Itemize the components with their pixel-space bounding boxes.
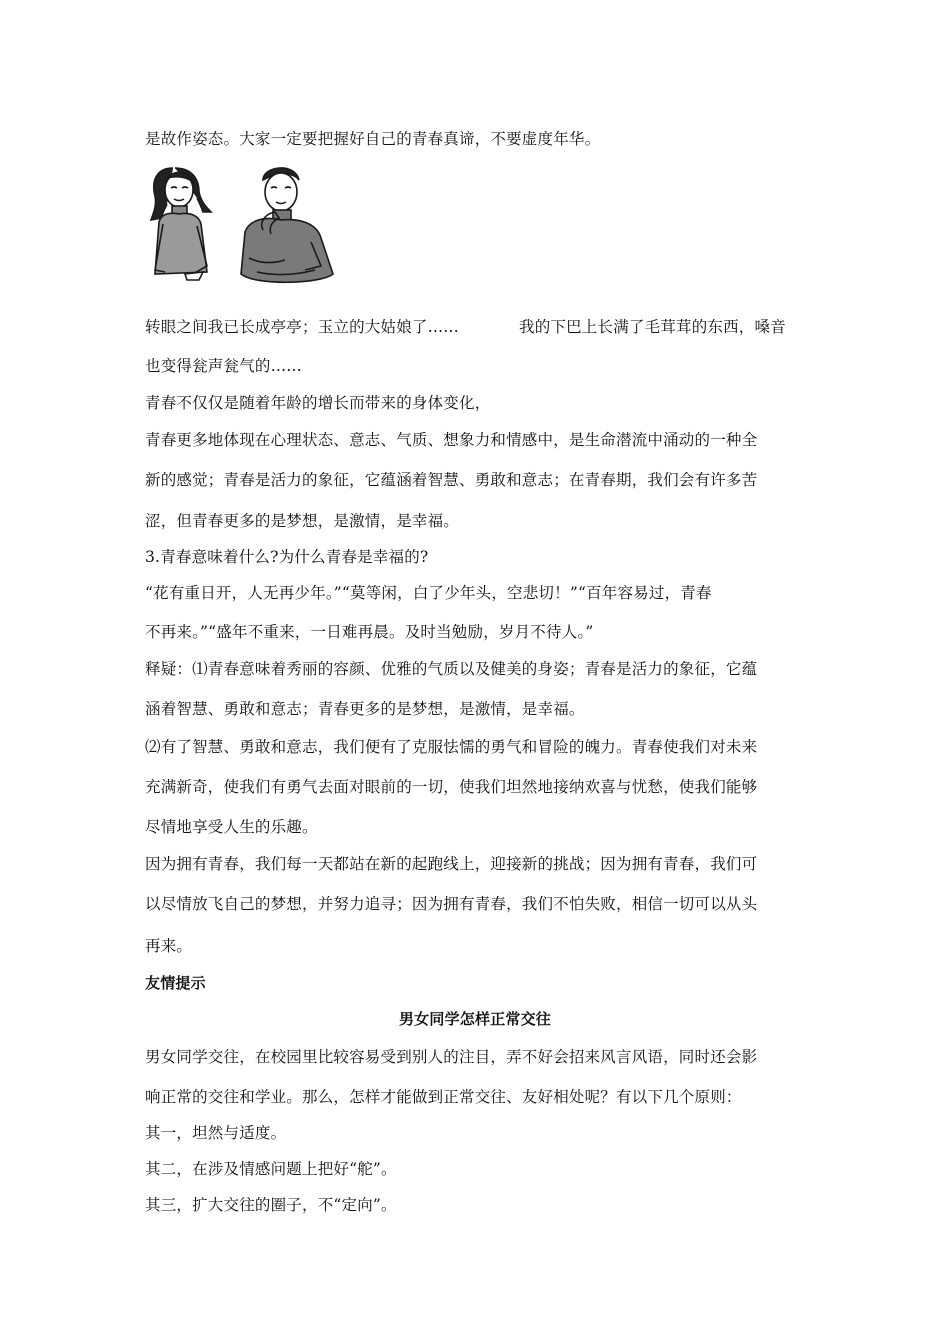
text-line: 青春不仅仅是随着年龄的增长而带来的身体变化，	[145, 394, 491, 412]
text-line: 涵着智慧、勇敢和意志；青春更多的是梦想，是激情，是幸福。	[145, 700, 585, 718]
text-line: 男女同学交往，在校园里比较容易受到别人的注目，弄不好会招来风言风语，同时还会影	[145, 1048, 758, 1066]
text-line: 新的感觉；青春是活力的象征，它蕴涵着智慧、勇敢和意志；在青春期，我们会有许多苦	[145, 471, 758, 489]
text-line: 3.青春意味着什么?为什么青春是幸福的?	[145, 548, 429, 566]
text-line: 再来。	[145, 937, 193, 955]
text-line: 其三，扩大交往的圈子，不“定向”。	[145, 1196, 397, 1214]
girl-boy-illustration	[145, 162, 345, 292]
text-line: 转眼之间我已长成亭亭；玉立的大姑娘了……	[145, 318, 460, 336]
text-line: 其二，在涉及情感问题上把好“舵”。	[145, 1160, 397, 1178]
text-line: 充满新奇，使我们有勇气去面对眼前的一切，使我们坦然地接纳欢喜与忧愁，使我们能够	[145, 778, 758, 796]
section-heading: 友情提示	[145, 974, 206, 992]
text-line: 释疑：⑴青春意味着秀丽的容颜、优雅的气质以及健美的身姿；青春是活力的象征，它蕴	[145, 660, 758, 678]
text-line: 因为拥有青春，我们每一天都站在新的起跑线上，迎接新的挑战；因为拥有青春，我们可	[145, 855, 758, 873]
text-line: 尽情地享受人生的乐趣。	[145, 818, 318, 836]
text-line: 青春更多地体现在心理状态、意志、气质、想象力和情感中，是生命潜流中涌动的一种全	[145, 431, 758, 449]
text-line: 响正常的交往和学业。那么，怎样才能做到正常交往、友好相处呢？有以下几个原则：	[145, 1088, 742, 1106]
section-title: 男女同学怎样正常交往	[398, 1010, 551, 1028]
text-line: 其一，坦然与适度。	[145, 1124, 287, 1142]
text-line: “花有重日开，人无再少年。”“莫等闲，白了少年头，空悲切！”“百年容易过，青春	[145, 584, 712, 602]
text-line: 涩，但青春更多的是梦想，是激情，是幸福。	[145, 512, 460, 530]
text-line: 我的下巴上长满了毛茸茸的东西，嗓音	[519, 318, 786, 336]
text-line: 是故作姿态。大家一定要把握好自己的青春真谛，不要虚度年华。	[145, 130, 601, 148]
text-line: 不再来。”“盛年不重来，一日难再晨。及时当勉励，岁月不待人。”	[145, 623, 594, 641]
text-line: ⑵有了智慧、勇敢和意志，我们便有了克服怯懦的勇气和冒险的魄力。青春使我们对未来	[145, 738, 758, 756]
text-line: 以尽情放飞自己的梦想，并努力追寻；因为拥有青春，我们不怕失败，相信一切可以从头	[145, 895, 758, 913]
text-line: 也变得瓮声瓮气的……	[145, 357, 303, 375]
